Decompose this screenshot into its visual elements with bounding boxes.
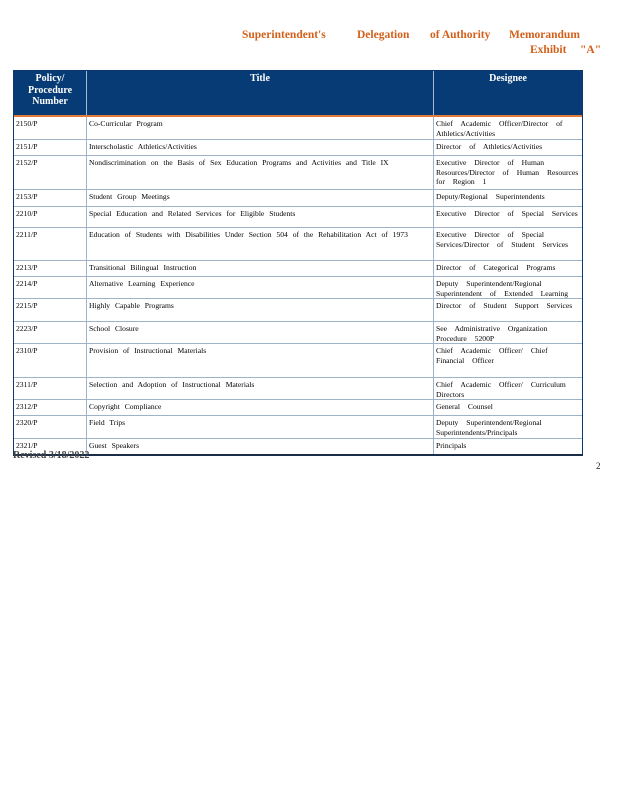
col-header-designee: Designee [433,71,582,115]
table-row [14,438,582,454]
title-cell: Education of Students with Disabilities Under Section 504 of the Rehabilitation Act of 1973 [86,228,433,260]
policy-number-cell: 2312/P [16,402,38,411]
col-header-policy-number: Policy/ Procedure Number [27,73,73,107]
table-row [14,276,582,298]
policy-number-cell: 2320/P [16,418,38,427]
designee-cell: Chief Academic Officer/ Chief Financial Officer [433,344,582,377]
title-cell: Selection and Adoption of Instructional Materials [86,378,433,399]
table-row [14,227,582,260]
policy-number-cell: 2211/P [16,230,38,239]
table-row [14,117,582,139]
policy-number-cell: 2214/P [16,279,38,288]
title-cell: Guest Speakers [86,439,433,454]
policy-number-cell: 2151/P [16,142,38,151]
title-cell: Interscholastic Athletics/Activities [86,140,433,155]
title-cell: School Closure [86,322,433,343]
designee-cell: Executive Director of Special Services [433,207,582,227]
table-header [14,71,582,117]
policy-number-cell: 2215/P [16,301,38,310]
title-cell: Provision of Instructional Materials [86,344,433,377]
title-cell: Alternative Learning Experience [86,277,433,298]
policy-number-cell: 2210/P [16,209,38,218]
table-row [14,321,582,343]
delegation-table [13,70,583,456]
designee-cell: Executive Director of Special Services/Director of Student Services [433,228,582,260]
col-header-title: Title [86,71,433,115]
designee-cell: Director of Categorical Programs [433,261,582,276]
page-number: 2 [596,461,601,471]
designee-cell: Deputy Superintendent/Regional Superintendent of Extended Learning [433,277,582,298]
table-row [14,343,582,377]
title-cell: Transitional Bilingual Instruction [86,261,433,276]
title-cell: Field Trips [86,416,433,438]
designee-cell: Director of Athletics/Activities [433,140,582,155]
table-body [14,117,582,454]
revised-date: Revised 3/18/2022 [13,450,90,461]
title-cell: Nondiscrimination on the Basis of Sex Education Programs and Activities and Title IX [86,156,433,189]
table-row [14,260,582,276]
table-row [14,298,582,321]
header-word-delegation: Delegation [357,29,410,41]
table-row [14,155,582,189]
table-row [14,415,582,438]
designee-cell: Chief Academic Officer/ Curriculum Directors [433,378,582,399]
policy-number-cell: 2321/P [16,441,38,450]
designee-cell: Director of Student Support Services [433,299,582,321]
title-cell: Special Education and Related Services for Eligible Students [86,207,433,227]
title-cell: Highly Capable Programs [86,299,433,321]
title-cell: Co-Curricular Program [86,117,433,139]
policy-number-cell: 2153/P [16,192,38,201]
table-row [14,139,582,155]
header-word-superintendents: Superintendent's [242,29,326,41]
designee-cell: Principals [433,439,582,454]
table-row [14,377,582,399]
policy-number-cell: 2310/P [16,346,38,355]
title-cell: Copyright Compliance [86,400,433,415]
designee-cell: Chief Academic Officer/Director of Athletics/Activities [433,117,582,139]
table-row [14,206,582,227]
policy-number-cell: 2150/P [16,119,38,128]
header-word-memorandum: Memorandum [509,29,580,41]
table-row [14,399,582,415]
header-exhibit-letter: "A" [580,44,602,56]
header-word-exhibit: Exhibit [530,44,567,56]
header-word-of-authority: of Authority [430,29,491,41]
policy-number-cell: 2213/P [16,263,38,272]
designee-cell: Executive Director of Human Resources/Director of Human Resources for Region 1 [433,156,582,189]
designee-cell: Deputy/Regional Superintendents [433,190,582,206]
designee-cell: General Counsel [433,400,582,415]
designee-cell: See Administrative Organization Procedure 5200P [433,322,582,343]
policy-number-cell: 2152/P [16,158,38,167]
designee-cell: Deputy Superintendent/Regional Superintendents/Principals [433,416,582,438]
table-row [14,189,582,206]
title-cell: Student Group Meetings [86,190,433,206]
policy-number-cell: 2311/P [16,380,38,389]
policy-number-cell: 2223/P [16,324,38,333]
